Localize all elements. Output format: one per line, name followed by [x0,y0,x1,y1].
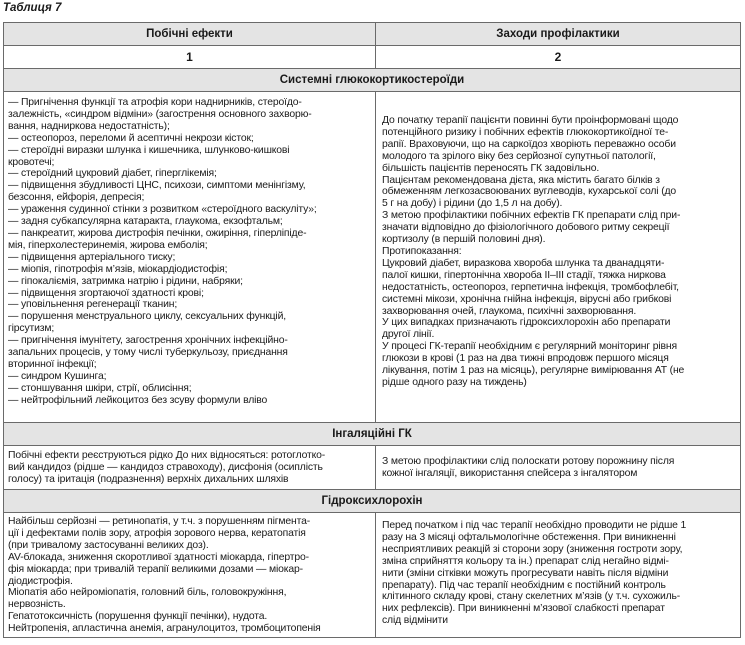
table-header-row [4,23,741,46]
side-effects-cell [4,446,376,490]
section-header-row [4,69,741,92]
table-caption: Таблиця 7 [3,2,62,14]
section-header-row [4,490,741,513]
prevention-text: До початку терапії пацієнти повинні бути проінформовані щодо потенційного ризику і побічних ефектів глюкокортикоїдної те- рапії. Враховуючи, що на саркоїдоз хворіють переважно особи молодого та зрілого віку без серйозної супутньої патології, більшість пацієнтів переносять ГК задовільно. Пацієнтам рекомендована дієта, яка містить багато білків з обмеженням легкозасвоюваних вуглеводів, кухарської солі (до 5 г на добу) і рідини (до 1,5 л на добу). З метою профілактики побічних ефектів ГК препарати слід при- значати відповідно до фізіологічного добового ритму секреції кортизолу (в першій половині дня). Протипоказання: Цукровий діабет, виразкова хвороба шлунка та дванадцяти- палої кишки, гіпертонічна хвороба ІІ–ІІІ стадії, тяжка ниркова недостатність, остеопороз, герпетична інфекція, тромбофлебіт, системні мікози, хронічна гнійна інфекція, вірусні або грибкові захворювання очей, глаукома, психічні захворювання. У цих випадках призначають гідроксихлорохін або препарати другої лінії. У процесі ГК-терапії необхідним є регулярний моніторинг рівня глюкози в крові (1 раз на два тижні впродовж першого місяця лікування, потім 1 раз на місяць), регулярне вимірювання АТ (не рідше одного разу на тиждень) [382,115,685,388]
prevention-cell [376,92,741,423]
side-effects-table [3,22,741,638]
prevention-cell [376,513,741,638]
table-row [4,92,741,423]
column-number-2: 2 [376,46,741,69]
column-number-1: 1 [4,46,376,69]
prevention-cell [376,446,741,490]
table-row [4,446,741,490]
side-effects-text: — Пригнічення функції та атрофія кори наднирників, стероїдо- залежність, «синдром відміни» (загострення основного захворю- вання, наднирковa недостатність); — остеопороз, переломи й асептичні некрози кісток; — стероїдні виразки шлунка і кишечника, шлунково-кишкові кровотечі; — стероїдний цукровий діабет, гіперглікемія; — підвищення збудливості ЦНС, психози, симптоми менінгізму, безсоння, ейфорія, депресія; — ураження судинної стінки з розвитком «стероїдного васкуліту»; — задня субкапсулярна катаракта, глаукома, екзофтальм; — панкреатит, жирова дистрофія печінки, ожиріння, гіперліпіде- мія, гіперхолестеринемія, жирова емболія; — підвищення артеріального тиску; — міопія, гіпотрофія м’язів, міокардіодистофія; — гіпокаліємія, затримка натрію і рідини, набряки; — підвищення згортаючої здатності крові; — уповільнення регенерації тканин; — порушення менструального циклу, сексуальних функцій, гірсутизм; — пригнічення імунітету, загострення хронічних інфекційно- запальних процесів, у тому числі туберкульозу, приєднання вторинної інфекції; — синдром Кушинга; — стоншування шкіри, стрії, облисіння; — нейтрофільний лейкоцитоз без зсуву формули вліво [8,97,317,406]
section-header-row [4,423,741,446]
column-header-prevention: Заходи профілактики [376,23,741,46]
side-effects-cell [4,92,376,423]
section-title-systemic-gcs: Системні глюкокортикостероїди [4,69,741,92]
section-title-inhaled-gcs: Інгаляційні ГК [4,423,741,446]
prevention-text: З метою профілактики слід полоскати ротову порожнину після кожної інгаляції, використання спейсера з інгалятором [382,456,675,479]
side-effects-text: Найбільш серйозні — ретинопатія, у т.ч. з порушенням пігмента- ції і дефектами полів зору, атрофія зорового нерва, кератопатія (при тривалому застосуванні великих доз). AV-блокада, зниження скоротливої здатності міокарда, гіпертро- фія міокарда; при тривалій терапії великими дозами — міокар- діодистрофія. Міопатія або нейроміопатія, головний біль, головокружіння, нервозність. Гепатотоксичність (порушення функції печінки), нудота. Нейтропенія, апластична анемія, агранулоцитоз, тромбоцитопенія [8,516,321,635]
section-title-hydroxychloroquine: Гідроксихлорохін [4,490,741,513]
column-header-side-effects: Побічні ефекти [4,23,376,46]
side-effects-cell [4,513,376,638]
side-effects-text: Побічні ефекти реєструються рідко До них відносяться: ротоглотко- вий кандидоз (рідше — кандидоз стравоходу), дисфонія (осиплість голосу) та іритація (подразнення) верхніх дихальних шляхів [8,450,326,485]
table-row [4,513,741,638]
prevention-text: Перед початком і під час терапії необхідно проводити не рідше 1 разу на 3 місяці офтальмологічне обстеження. При виникненні несприятливих реакцій зі сторони зору (зниження гостроти зору, зміна сприйняття кольору та ін.) препарат слід негайно відмі- нити (зміни сітківки можуть прогресувати навіть після відміни препарату). Під час терапії необхідним є постійний контроль клітинного складу крові, стану скелетних м’язів (у т.ч. сухожиль- них рефлексів). При виникненні м’язової слабкості препарат слід відмінити [382,520,687,627]
column-number-row [4,46,741,69]
